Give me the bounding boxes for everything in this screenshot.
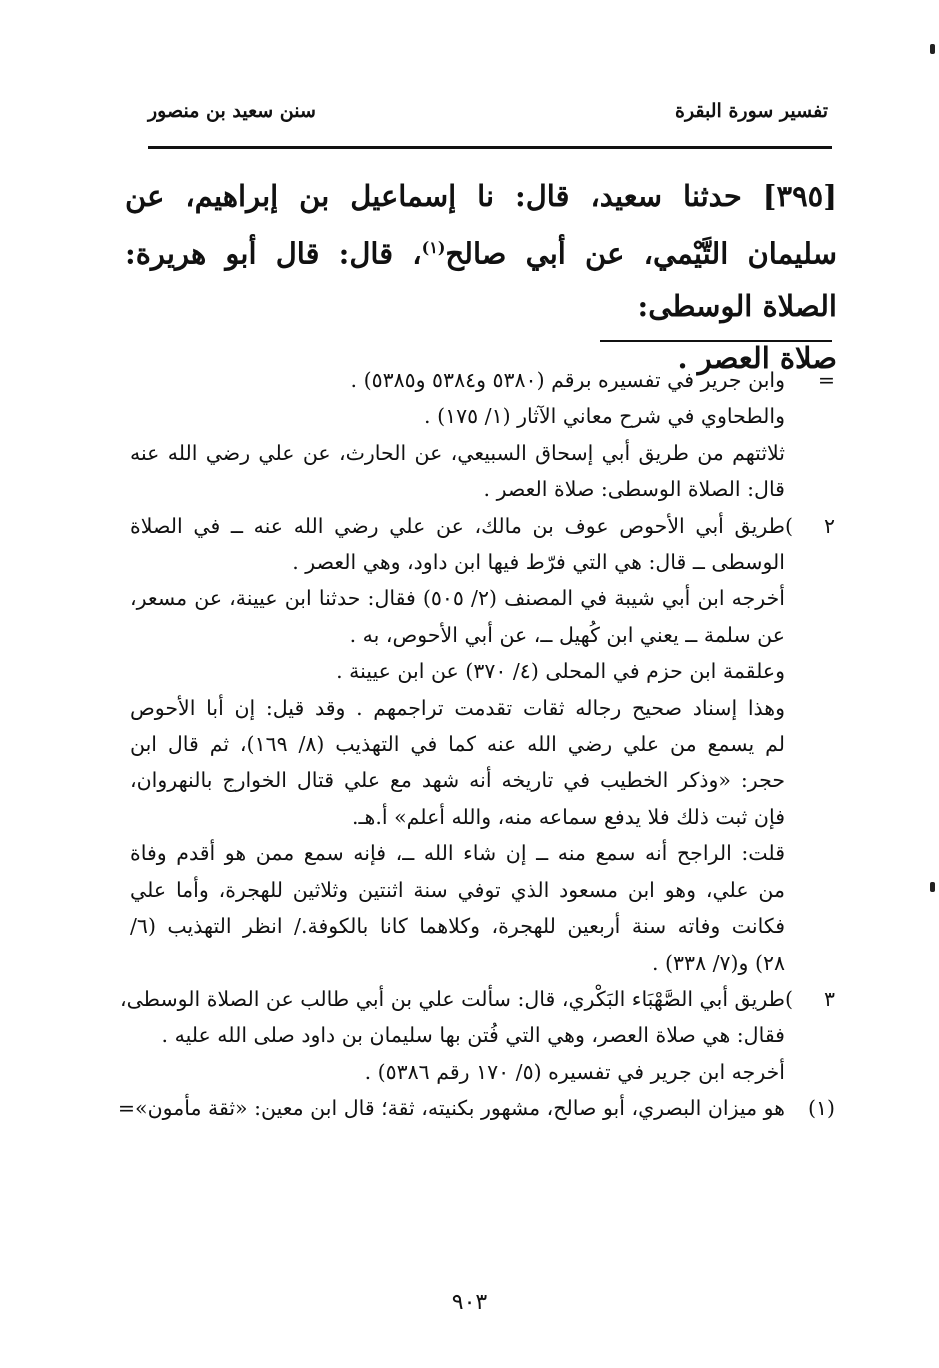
footnote-line — [130, 908, 835, 944]
hadith-line-2a: عن أبي صالح — [445, 236, 625, 271]
line-marker: ٢ ) — [785, 513, 835, 538]
footnote-line — [130, 945, 835, 981]
footnote-line — [130, 617, 835, 653]
footnote-line — [130, 580, 835, 616]
line-text: وهذا إسناد صحيح رجاله ثقات تقدمت تراجمهم . وقد قيل: إن أبا الأحوص — [130, 695, 785, 720]
hadith-line-3: صلاة العصر . — [677, 340, 837, 375]
line-text: طريق أبي الصَّهْبَاء البَكْري، قال: سألت علي بن أبي طالب عن الصلاة الوسطى، — [119, 986, 785, 1011]
scan-mark — [930, 44, 935, 54]
line-marker: (١) — [807, 1096, 835, 1121]
footnote-line — [130, 835, 835, 871]
footnote-line — [130, 471, 835, 507]
hadith-line-2b: ، قال: قال أبو هريرة: — [125, 236, 422, 271]
line-text: من علي، وهو ابن مسعود الذي توفي سنة اثنتين وثلاثين للهجرة، وأما علي — [130, 877, 785, 902]
footnote-line — [130, 544, 835, 580]
footnote-line — [130, 726, 835, 762]
line-text: أخرجه ابن جرير في تفسيره (٥/ ١٧٠ رقم ٥٣٨٦) . — [364, 1059, 785, 1084]
footnote-line — [119, 981, 835, 1017]
chapter-title: تفسير سورة البقرة — [674, 100, 828, 122]
line-text: هو ميزان البصري، أبو صالح، مشهور بكنيته، ثقة؛ قال ابن معين: «ثقة مأمون»= — [117, 1096, 785, 1121]
line-marker: = — [817, 368, 835, 392]
line-text: والطحاوي في شرح معاني الآثار (١/ ١٧٥) . — [424, 404, 785, 429]
footnote-line — [130, 653, 835, 689]
footnote-line — [130, 398, 835, 434]
line-text: عن سلمة ــ يعني ابن كُهيل ــ، عن أبي الأحوص، به . — [349, 622, 785, 647]
footnote-line — [130, 508, 835, 544]
line-text: وعلقمة ابن حزم في المحلى (٤/ ٣٧٠) عن ابن عيينة . — [336, 659, 785, 684]
line-text: وابن جرير في تفسيره برقم (٥٣٨٠ و٥٣٨٤ و٥٣٨٥) . — [350, 368, 785, 392]
line-text: حجر: «وذكر الخطيب في تاريخه أنه شهد مع علي قتال الخوارج بالنهروان، — [130, 768, 785, 793]
footnote-rule — [600, 340, 832, 342]
footnotes — [117, 362, 835, 1127]
scan-mark — [930, 882, 935, 892]
footnote-line — [130, 435, 835, 471]
footnote-line — [130, 362, 835, 398]
book-title: سنن سعيد بن منصور — [148, 100, 316, 122]
footnote-line — [130, 799, 835, 835]
hadith-number: [٣٩٥] — [762, 179, 837, 213]
line-text: قال: الصلاة الوسطى: صلاة العصر . — [483, 477, 785, 502]
footnote-line — [130, 872, 835, 908]
line-text: الوسطى ــ قال: هي التي فرّط فيها ابن داود، وهي العصر . — [292, 550, 785, 575]
header-rule — [148, 146, 832, 149]
line-text: لم يسمع من علي رضي الله عنه كما في التهذيب (٨/ ١٦٩)، ثم قال ابن — [130, 732, 785, 757]
footnote-line — [130, 1054, 835, 1090]
hadith-emphasis: الصلاة الوسطى: — [637, 288, 837, 323]
line-text: فإن ثبت ذلك فلا يدفع سماعه منه، والله أعلم» أ.هـ. — [352, 804, 785, 829]
footnote-line — [130, 690, 835, 726]
line-marker: ٣ ) — [785, 986, 835, 1011]
hadith-text — [125, 170, 837, 384]
page-number: ٩٠٣ — [451, 1290, 488, 1315]
footnote-line — [130, 1017, 835, 1053]
hadith-line-1: حدثنا سعيد، قال: نا إسماعيل بن إبراهيم، عن سليمان التَّيْمي، — [125, 179, 837, 271]
line-text: فكانت وفاته سنة أربعين للهجرة، وكلاهما كانا بالكوفة./ انظر التهذيب (٦/ — [130, 914, 785, 939]
line-text: فقال: هي صلاة العصر، وهي التي فُتن بها سليمان بن داود صلى الله عليه . — [161, 1023, 785, 1048]
line-text: طريق أبي الأحوص عوف بن مالك، عن علي رضي الله عنه ــ في الصلاة — [130, 513, 785, 538]
line-text: ثلاثتهم من طريق أبي إسحاق السبيعي، عن الحارث، عن علي رضي الله عنه — [130, 440, 785, 465]
line-text: أخرجه ابن أبي شيبة في المصنف (٢/ ٥٠٥) فقال: حدثنا ابن عيينة، عن مسعر، — [130, 586, 785, 611]
footnote-line — [130, 762, 835, 798]
line-text: قلت: الراجح أنه سمع منه ــ إن شاء الله ــ، فإنه سمع ممن هو أقدم وفاة — [130, 841, 785, 866]
running-header — [148, 100, 828, 144]
footnote-line — [117, 1090, 835, 1126]
line-text: ٢٨) و(٧/ ٣٣٨) . — [652, 950, 785, 975]
footnote-ref[interactable]: (١) — [421, 238, 446, 257]
